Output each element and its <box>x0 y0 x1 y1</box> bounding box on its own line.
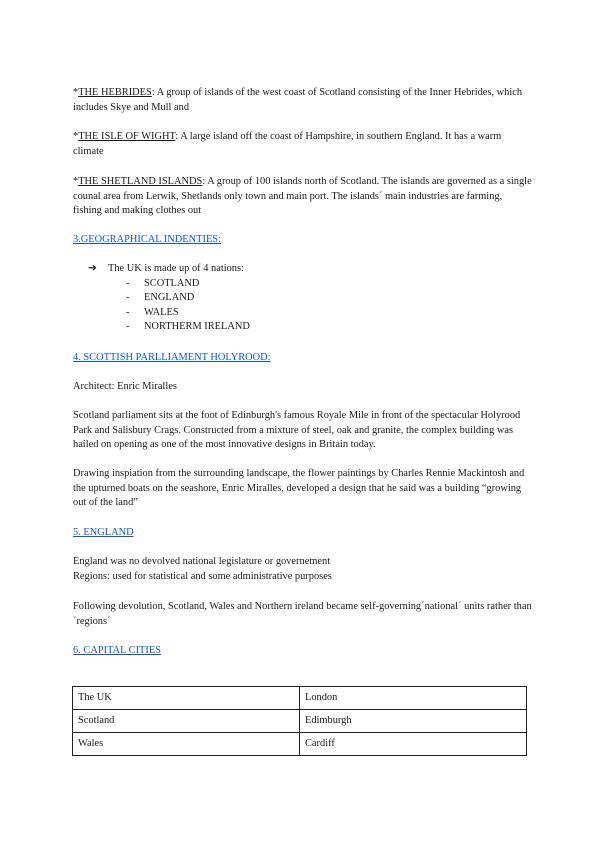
table-cell: The UK <box>73 687 300 710</box>
nations-intro-text: The UK is made up of 4 nations: <box>108 263 244 274</box>
section4-heading <box>73 351 533 366</box>
shetland-text: : A group of 100 islands north of Scotland. The islands are governed as a single counal area from Lerwik, Shetlands only town and main port. The islands´ main industries are farming, fishing and making clothes out <box>73 176 532 217</box>
table-row <box>73 687 527 710</box>
parliament-paragraph-1: Scotland parliament sits at the foot of Edinburgh's famous Royale Mile in front of the spectacular Holyrood Park and Salisbury Crags. Constructed from a mixture of steel, oak and granite, the complex building was hailed on opening as one of the most innovative designs in Britain today. <box>73 410 521 451</box>
asterisk: * <box>73 87 79 98</box>
architect-line: Architect: Enric Miralles <box>73 381 177 392</box>
arrow-icon: ➔ <box>88 263 97 274</box>
hebrides-text: : A group of islands of the west coast of Scotland consisting of the Inner Hebrides, which includes Skye and Mull and <box>73 87 523 113</box>
section6-heading <box>73 644 533 659</box>
asterisk: * <box>73 176 79 187</box>
section5-heading <box>73 526 533 541</box>
wight-text: : A large island off the coast of Hampshire, in southern England. It has a warm climate <box>73 131 502 157</box>
hebrides-term: THE HEBRIDES <box>78 87 152 98</box>
list-item: - SCOTLAND <box>126 277 200 289</box>
section5-heading-text: 5. ENGLAND <box>73 527 134 538</box>
england-lines: England was no devolved national legislature or governement Regions: used for statistical and some administrative purposes <box>73 556 332 582</box>
table-cell: Cardiff <box>300 733 527 756</box>
nations-list <box>88 262 250 335</box>
table-cell: Wales <box>73 733 300 756</box>
section3-heading-text: 3.GEOGRAPHICAL INDENTIES: <box>73 234 221 245</box>
devolution-paragraph: Following devolution, Scotland, Wales and Northern ireland became self-governing´national´ units rather than´regions´ <box>73 601 532 627</box>
wight-term: THE ISLE OF WIGHT <box>78 131 176 142</box>
asterisk: * <box>73 131 79 142</box>
list-item: - WALES <box>126 306 179 318</box>
section6-heading-text: 6. CAPITAL CITIES <box>73 645 161 656</box>
section3-heading <box>73 233 533 248</box>
nations-sublist <box>88 277 250 335</box>
shetland-paragraph <box>73 175 533 219</box>
shetland-term: THE SHETLAND ISLANDS <box>78 176 203 187</box>
table-cell: London <box>300 687 527 710</box>
section4-heading-text: 4. SCOTTISH PARLLIAMENT HOLYROOD: <box>73 352 271 363</box>
list-item: - NORTHERM IRELAND <box>126 321 250 333</box>
table-row <box>73 710 527 733</box>
table-cell: Edimburgh <box>300 710 527 733</box>
list-item: - ENGLAND <box>126 292 195 304</box>
parliament-paragraph-2: Drawing inspiation from the surrounding landscape, the flower paintings by Charles Rennie Mackintosh and the upturned boats on the seashore, Enric Miralles, developed a design that he said was a building “growing out of the land” <box>73 468 525 509</box>
table-row <box>73 733 527 756</box>
wight-paragraph <box>73 130 533 159</box>
hebrides-paragraph <box>73 86 533 115</box>
table-cell: Scotland <box>73 710 300 733</box>
nations-intro <box>88 262 250 277</box>
capital-cities-table <box>72 686 527 756</box>
